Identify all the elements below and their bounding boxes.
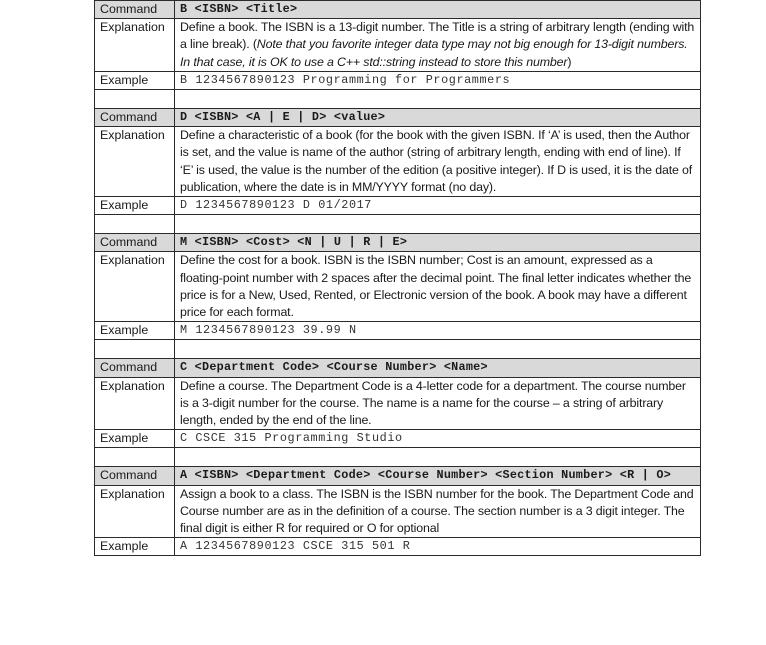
cost-example: M 1234567890123 39.99 N xyxy=(175,322,701,340)
assign-example: A 1234567890123 CSCE 315 501 R xyxy=(175,538,701,556)
command-label: Command xyxy=(95,109,175,127)
characteristic-example: D 1234567890123 D 01/2017 xyxy=(175,197,701,215)
spacer-row xyxy=(95,215,701,234)
explanation-row-assign xyxy=(95,485,701,538)
cost-command-syntax: M <ISBN> <Cost> <N | U | R | E> xyxy=(175,234,701,252)
example-label: Example xyxy=(95,430,175,448)
characteristic-explanation: Define a characteristic of a book (for the book with the given ISBN. If ‘A’ is used, then the Author is set, and the value is name of the author (string of arbitrary length, ending with end of line). If ‘E’ is used, the value is the number of the edition (a positive integer). If D is used, it is the date of publication, where the date is in MM/YYYY format (no day). xyxy=(175,127,701,197)
example-row-cost xyxy=(95,322,701,340)
assign-command-syntax: A <ISBN> <Department Code> <Course Number> <Section Number> <R | O> xyxy=(175,467,701,485)
book-explanation xyxy=(175,19,701,72)
explanation-row-course xyxy=(95,377,701,430)
course-example: C CSCE 315 Programming Studio xyxy=(175,430,701,448)
explanation-row-cost xyxy=(95,252,701,322)
explanation-label: Explanation xyxy=(95,377,175,430)
book-explanation-close: ) xyxy=(567,54,572,69)
course-command-syntax: C <Department Code> <Course Number> <Name> xyxy=(175,359,701,377)
example-row-course xyxy=(95,430,701,448)
command-row-book xyxy=(95,1,701,19)
explanation-row-characteristic xyxy=(95,127,701,197)
command-reference-table xyxy=(94,0,701,556)
spacer-row xyxy=(95,448,701,467)
explanation-label: Explanation xyxy=(95,127,175,197)
book-example: B 1234567890123 Programming for Programmers xyxy=(175,71,701,89)
example-label: Example xyxy=(95,322,175,340)
explanation-label: Explanation xyxy=(95,485,175,538)
example-row-characteristic xyxy=(95,197,701,215)
spacer-row xyxy=(95,90,701,109)
explanation-label: Explanation xyxy=(95,19,175,72)
command-label: Command xyxy=(95,467,175,485)
explanation-row-book xyxy=(95,19,701,72)
command-row-assign xyxy=(95,467,701,485)
command-label: Command xyxy=(95,1,175,19)
explanation-label: Explanation xyxy=(95,252,175,322)
command-row-characteristic xyxy=(95,109,701,127)
example-row-book xyxy=(95,71,701,89)
example-label: Example xyxy=(95,197,175,215)
course-explanation: Define a course. The Department Code is a 4-letter code for a department. The course number is a 3-digit number for the course. The name is a name for the course – a string of arbitrary length, ended by the end of the line. xyxy=(175,377,701,430)
example-row-assign xyxy=(95,538,701,556)
book-command-syntax: B <ISBN> <Title> xyxy=(175,1,701,19)
characteristic-command-syntax: D <ISBN> <A | E | D> <value> xyxy=(175,109,701,127)
assign-explanation: Assign a book to a class. The ISBN is the ISBN number for the book. The Department Code and Course number are as in the definition of a course. The section number is a 3 digit integer. The final digit is either R for required or O for optional xyxy=(175,485,701,538)
command-row-cost xyxy=(95,234,701,252)
book-explanation-note: Note that you favorite integer data type may not big enough for 13-digit numbers. In that case, it is OK to use a C++ std::string instead to store this number xyxy=(180,37,688,69)
command-label: Command xyxy=(95,234,175,252)
cost-explanation: Define the cost for a book. ISBN is the ISBN number; Cost is an amount, expressed as a floating-point number with 2 spaces after the decimal point. The final letter indicates whether the price is for a New, Used, Rented, or Electronic version of the book. A book may have a different price for each format. xyxy=(175,252,701,322)
book-explanation-text: Define a book. The ISBN is a 13-digit number. The Title is a string of arbitrary length (ending with a line break). ( xyxy=(180,20,695,52)
command-label: Command xyxy=(95,359,175,377)
example-label: Example xyxy=(95,71,175,89)
example-label: Example xyxy=(95,538,175,556)
command-row-course xyxy=(95,359,701,377)
spacer-row xyxy=(95,340,701,359)
